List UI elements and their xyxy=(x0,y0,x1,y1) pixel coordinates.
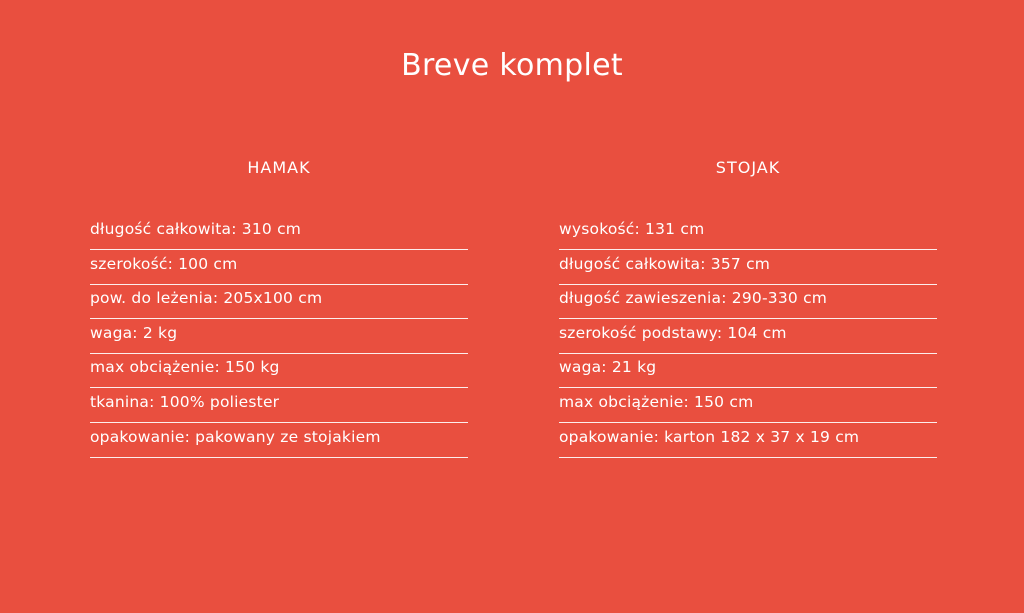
spec-row: szerokość: 100 cm xyxy=(90,252,468,285)
spec-row: długość całkowita: 357 cm xyxy=(559,252,937,285)
spec-row: długość całkowita: 310 cm xyxy=(90,217,468,250)
stojak-heading: STOJAK xyxy=(715,158,781,177)
spec-row: szerokość podstawy: 104 cm xyxy=(559,321,937,354)
spec-row: pow. do leżenia: 205x100 cm xyxy=(90,286,468,319)
spec-row: max obciążenie: 150 kg xyxy=(90,355,468,388)
hamak-heading: HAMAK xyxy=(247,158,311,177)
page-title: Breve komplet xyxy=(401,48,623,83)
spec-row: opakowanie: karton 182 x 37 x 19 cm xyxy=(559,425,937,458)
hamak-spec-column xyxy=(90,155,468,459)
spec-row: max obciążenie: 150 cm xyxy=(559,390,937,423)
spec-row: waga: 2 kg xyxy=(90,321,468,354)
spec-row: wysokość: 131 cm xyxy=(559,217,937,250)
stojak-spec-column xyxy=(559,155,937,459)
spec-row: długość zawieszenia: 290-330 cm xyxy=(559,286,937,319)
spec-row: waga: 21 kg xyxy=(559,355,937,388)
spec-row: opakowanie: pakowany ze stojakiem xyxy=(90,425,468,458)
spec-row: tkanina: 100% poliester xyxy=(90,390,468,423)
